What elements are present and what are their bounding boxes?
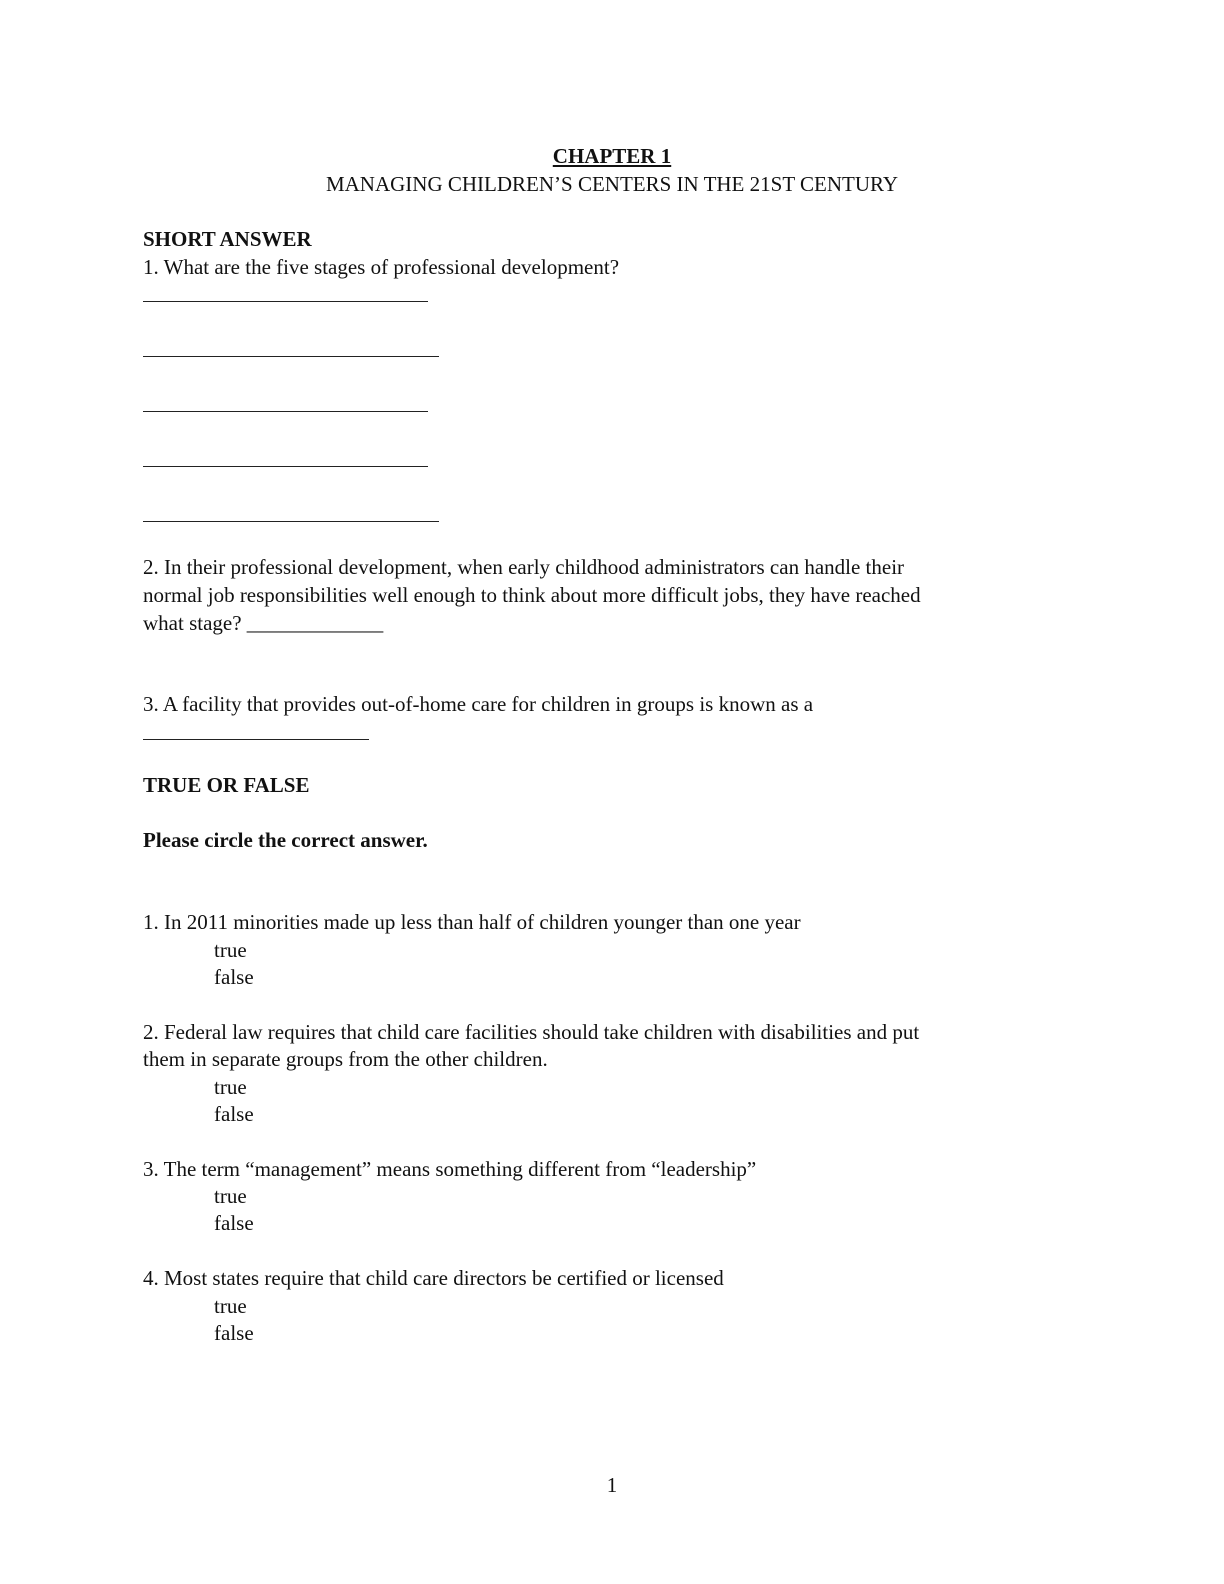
chapter-title: CHAPTER 1: [552, 144, 672, 168]
tf-question-2-false-option[interactable]: false: [214, 1102, 254, 1126]
page-number: 1: [606, 1473, 618, 1497]
short-answer-question-2-line-3: what stage? _____________: [143, 611, 384, 635]
tf-question-3-true-option[interactable]: true: [214, 1184, 247, 1208]
answer-blank-2[interactable]: [143, 356, 439, 357]
answer-blank-1[interactable]: [143, 301, 428, 302]
tf-question-2-line-1: 2. Federal law requires that child care facilities should take children with disabilities and put: [143, 1020, 920, 1044]
answer-blank-5[interactable]: [143, 521, 439, 522]
tf-question-2-line-2: them in separate groups from the other children.: [143, 1047, 548, 1071]
short-answer-heading: SHORT ANSWER: [143, 227, 312, 251]
short-answer-question-2-line-2: normal job responsibilities well enough to think about more difficult jobs, they have reached: [143, 583, 921, 607]
tf-question-4-true-option[interactable]: true: [214, 1294, 247, 1318]
answer-blank-4[interactable]: [143, 466, 428, 467]
tf-question-1-false-option[interactable]: false: [214, 965, 254, 989]
tf-question-1-true-option[interactable]: true: [214, 938, 247, 962]
short-answer-question-3: 3. A facility that provides out-of-home care for children in groups is known as a: [143, 692, 814, 716]
answer-blank-6[interactable]: [143, 739, 369, 740]
chapter-subtitle: MANAGING CHILDREN’S CENTERS IN THE 21ST CENTURY: [325, 172, 899, 196]
tf-question-3-false-option[interactable]: false: [214, 1211, 254, 1235]
tf-question-3: 3. The term “management” means something different from “leadership”: [143, 1157, 757, 1181]
true-false-instruction: Please circle the correct answer.: [143, 828, 428, 852]
tf-question-2-true-option[interactable]: true: [214, 1075, 247, 1099]
tf-question-4: 4. Most states require that child care directors be certified or licensed: [143, 1266, 724, 1290]
true-false-heading: TRUE OR FALSE: [143, 773, 310, 797]
short-answer-question-1: 1. What are the five stages of professional development?: [143, 255, 620, 279]
tf-question-1: 1. In 2011 minorities made up less than half of children younger than one year: [143, 910, 801, 934]
answer-blank-3[interactable]: [143, 411, 428, 412]
short-answer-question-2-line-1: 2. In their professional development, when early childhood administrators can handle their: [143, 555, 905, 579]
tf-question-4-false-option[interactable]: false: [214, 1321, 254, 1345]
